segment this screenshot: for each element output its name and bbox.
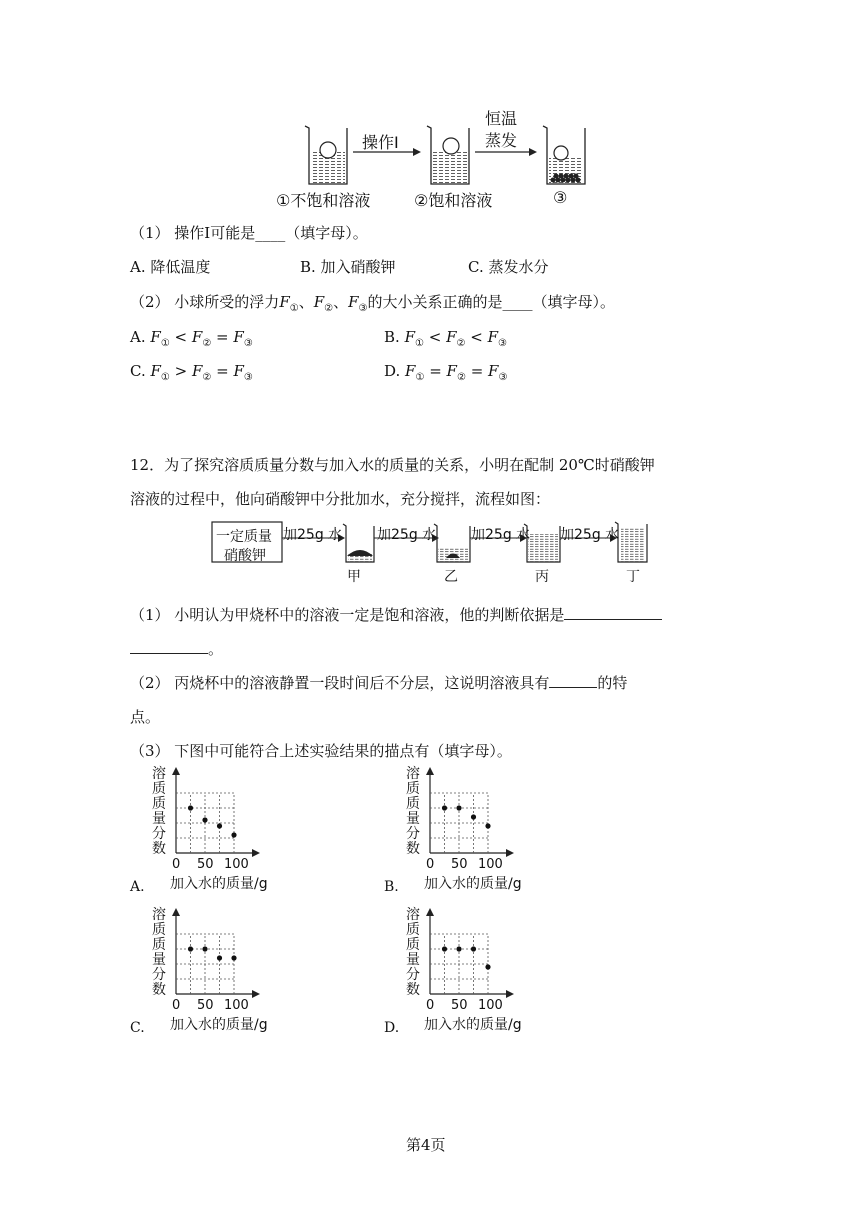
q12-p1-text: （1） 小明认为甲烧杯中的溶液一定是饱和溶液，他的判断依据是 (130, 606, 565, 624)
ylabel-char: 量 (406, 811, 420, 827)
data-point (485, 964, 490, 969)
x-tick-label: 50 (197, 857, 214, 872)
option-a2-d: D. $F_① = F_② = F_③$ (384, 362, 508, 383)
x-tick-label: 50 (451, 857, 468, 872)
x-tick-label: 100 (224, 857, 249, 872)
ylabel-char: 数 (406, 982, 420, 998)
ylabel-char: 分 (406, 826, 420, 842)
x-tick-label: 100 (478, 857, 503, 872)
data-point (217, 823, 222, 828)
add-water-4: 加25g 水 (560, 527, 620, 543)
graph-option-letter: B. (384, 879, 399, 895)
add-water-2: 加25g 水 (377, 527, 437, 543)
question-a1: （1） 操作Ⅰ可能是____（填字母）。 (130, 224, 368, 242)
option-a2-c: C. $F_① > F_② = F_③$ (130, 362, 253, 383)
x-tick-label: 0 (426, 998, 435, 1013)
question-a2-prefix: （2） 小球所受的浮力 (130, 293, 280, 311)
option-a2-b: B. $F_① < F_② < F_③$ (384, 328, 507, 349)
x-tick-label: 0 (426, 857, 435, 872)
ylabel-char: 溶 (152, 907, 166, 923)
graph-a (130, 765, 280, 895)
graph-plot (422, 765, 552, 865)
q12-p2: （2） 丙烧杯中的溶液静置一段时间后不分层，这说明溶液具有 的特 (130, 674, 628, 692)
data-point (202, 946, 207, 951)
ylabel-char: 溶 (152, 766, 166, 782)
q12-p3: （3） 下图中可能符合上述实验结果的描点有（填字母）。 (130, 742, 512, 760)
beaker-yi (434, 524, 470, 562)
data-point (471, 946, 476, 951)
caption-unsaturated: ①不饱和溶液 (276, 191, 371, 210)
data-point (231, 832, 236, 837)
ylabel-char: 分 (152, 826, 166, 842)
q12-p1-cont: 。 (130, 638, 223, 659)
graph-option-letter: C. (130, 1020, 145, 1036)
kno3-box-line2: 硝酸钾 (224, 548, 266, 564)
q12-p1 (130, 604, 662, 625)
data-point (217, 955, 222, 960)
beaker-evaporated (543, 126, 585, 184)
graph-plot (168, 765, 298, 865)
data-point (485, 823, 490, 828)
graph-d (384, 906, 534, 1036)
kno3-box-line1: 一定质量 (216, 529, 272, 545)
op1-label: 操作Ⅰ (362, 133, 399, 152)
x-axis-label: 加入水的质量/g (424, 1017, 522, 1033)
option-a2-a: A. $F_① < F_② = F_③$ (130, 328, 253, 349)
ylabel-char: 分 (406, 967, 420, 983)
data-point (471, 814, 476, 819)
ylabel-char: 数 (152, 841, 166, 857)
ylabel-char: 质 (406, 922, 420, 938)
op2-label-line2: 蒸发 (485, 131, 518, 150)
x-axis-label: 加入水的质量/g (170, 876, 268, 892)
beaker-unsaturated (305, 126, 347, 184)
beaker-label-bing: 丙 (535, 569, 549, 585)
x-tick-label: 0 (172, 998, 181, 1013)
data-point (442, 805, 447, 810)
option-a1-c: C. 蒸发水分 (468, 258, 549, 276)
data-point (442, 946, 447, 951)
ylabel-char: 质 (152, 937, 166, 953)
ylabel-char: 分 (152, 967, 166, 983)
ylabel-char: 质 (152, 922, 166, 938)
q12-p2-cont: 点。 (130, 708, 161, 726)
question-a2-suffix: 的大小关系正确的是____（填字母）。 (367, 293, 616, 311)
beaker-label-yi: 乙 (444, 569, 458, 585)
x-axis-label: 加入水的质量/g (170, 1017, 268, 1033)
beaker-saturated (427, 126, 469, 184)
ylabel-char: 质 (152, 796, 166, 812)
ylabel-char: 量 (406, 952, 420, 968)
question-a2: （2） 小球所受的浮力$F_①$、$F_②$、$F_③$的大小关系正确的是____（填字母）。 (130, 293, 616, 314)
ylabel-char: 量 (152, 952, 166, 968)
x-tick-label: 50 (197, 998, 214, 1013)
op2-label-line1: 恒温 (485, 109, 518, 128)
beaker-label-jia: 甲 (347, 569, 361, 585)
beaker-label-ding: 丁 (626, 569, 640, 585)
data-point (456, 946, 461, 951)
option-a1-a: A. 降低温度 (130, 258, 211, 276)
option-a1-b: B. 加入硝酸钾 (300, 258, 396, 276)
caption-saturated: ②饱和溶液 (414, 191, 493, 210)
add-water-3: 加25g 水 (471, 527, 531, 543)
ylabel-char: 数 (406, 841, 420, 857)
graph-option-letter: A. (130, 879, 145, 895)
x-tick-label: 0 (172, 857, 181, 872)
x-tick-label: 50 (451, 998, 468, 1013)
q12-p2-text: （2） 丙烧杯中的溶液静置一段时间后不分层，这说明溶液具有 (130, 674, 550, 692)
ylabel-char: 质 (406, 781, 420, 797)
graph-b (384, 765, 534, 895)
ylabel-char: 质 (406, 937, 420, 953)
x-axis-label: 加入水的质量/g (424, 876, 522, 892)
graph-c (130, 906, 280, 1036)
graph-plot (422, 906, 552, 1006)
data-point (202, 817, 207, 822)
graph-plot (168, 906, 298, 1006)
x-tick-label: 100 (478, 998, 503, 1013)
graph-option-letter: D. (384, 1020, 400, 1036)
data-point (231, 955, 236, 960)
beaker-jia (343, 524, 374, 562)
ylabel-char: 溶 (406, 766, 420, 782)
add-water-1: 加25g 水 (283, 527, 343, 543)
q12-line1: 12．为了探究溶质质量分数与加入水的质量的关系，小明在配制 20℃时硝酸钾 (130, 456, 655, 474)
beaker-ding (615, 522, 647, 562)
ylabel-char: 数 (152, 982, 166, 998)
ylabel-char: 量 (152, 811, 166, 827)
page-number: 第4页 (406, 1136, 446, 1154)
x-tick-label: 100 (224, 998, 249, 1013)
data-point (188, 805, 193, 810)
ylabel-char: 溶 (406, 907, 420, 923)
data-point (456, 805, 461, 810)
ylabel-char: 质 (406, 796, 420, 812)
caption-three: ③ (553, 188, 568, 207)
q12-line2: 溶液的过程中，他向硝酸钾中分批加水，充分搅拌，流程如图： (130, 490, 551, 508)
ylabel-char: 质 (152, 781, 166, 797)
data-point (188, 946, 193, 951)
